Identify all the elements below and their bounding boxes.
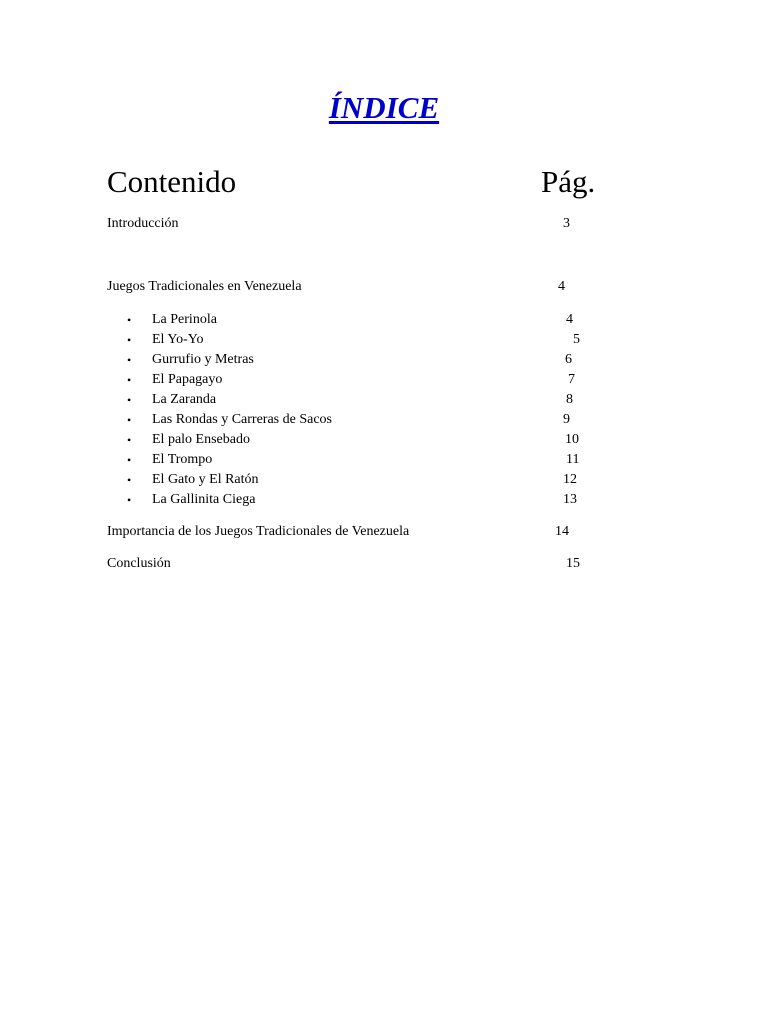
toc-sub-entry-papagayo: El Papagayo [152,372,223,387]
page-column-header: Pág. [541,164,596,199]
content-column-header: Contenido [107,164,237,199]
toc-sub-page-gallinita-ciega: 13 [563,492,577,507]
toc-sub-page-gato-raton: 12 [563,472,577,487]
toc-sub-page-perinola: 4 [566,312,573,327]
bullet-icon: • [127,333,132,347]
toc-sub-page-palo-ensebado: 10 [565,432,579,447]
toc-sub-page-yoyo: 5 [573,332,580,347]
bullet-icon: • [127,433,132,447]
toc-sub-entry-gurrufio: Gurrufio y Metras [152,352,254,367]
bullet-icon: • [127,373,132,387]
toc-sub-entry-zaranda: La Zaranda [152,392,217,407]
toc-sub-page-zaranda: 8 [566,392,573,407]
toc-page-importancia: 14 [555,524,569,539]
bullet-icon: • [127,453,132,467]
toc-sub-entry-gato-raton: El Gato y El Ratón [152,472,259,487]
toc-page-conclusion: 15 [566,556,580,571]
toc-entry-importancia: Importancia de los Juegos Tradicionales de Venezuela [107,524,410,539]
bullet-icon: • [127,393,132,407]
bullet-icon: • [127,313,132,327]
toc-entry-introduccion: Introducción [107,216,179,231]
toc-sub-entry-rondas: Las Rondas y Carreras de Sacos [152,412,333,427]
index-title: ÍNDICE [328,90,440,125]
toc-sub-page-papagayo: 7 [568,372,575,387]
toc-sub-entry-perinola: La Perinola [152,312,217,327]
toc-sub-entry-trompo: El Trompo [152,452,213,467]
bullet-icon: • [127,473,132,487]
toc-sub-entry-gallinita-ciega: La Gallinita Ciega [152,492,256,507]
bullet-icon: • [127,493,132,507]
bullet-icon: • [127,353,132,367]
toc-sub-page-gurrufio: 6 [565,352,572,367]
toc-entry-juegos: Juegos Tradicionales en Venezuela [107,279,302,294]
toc-sub-entry-yoyo: El Yo-Yo [152,332,204,347]
toc-page-introduccion: 3 [563,216,570,231]
toc-sub-entry-palo-ensebado: El palo Ensebado [152,432,250,447]
toc-sub-page-rondas: 9 [563,412,570,427]
toc-page-juegos: 4 [558,279,565,294]
bullet-icon: • [127,413,132,427]
toc-entry-conclusion: Conclusión [107,556,171,571]
toc-sub-page-trompo: 11 [566,452,580,467]
